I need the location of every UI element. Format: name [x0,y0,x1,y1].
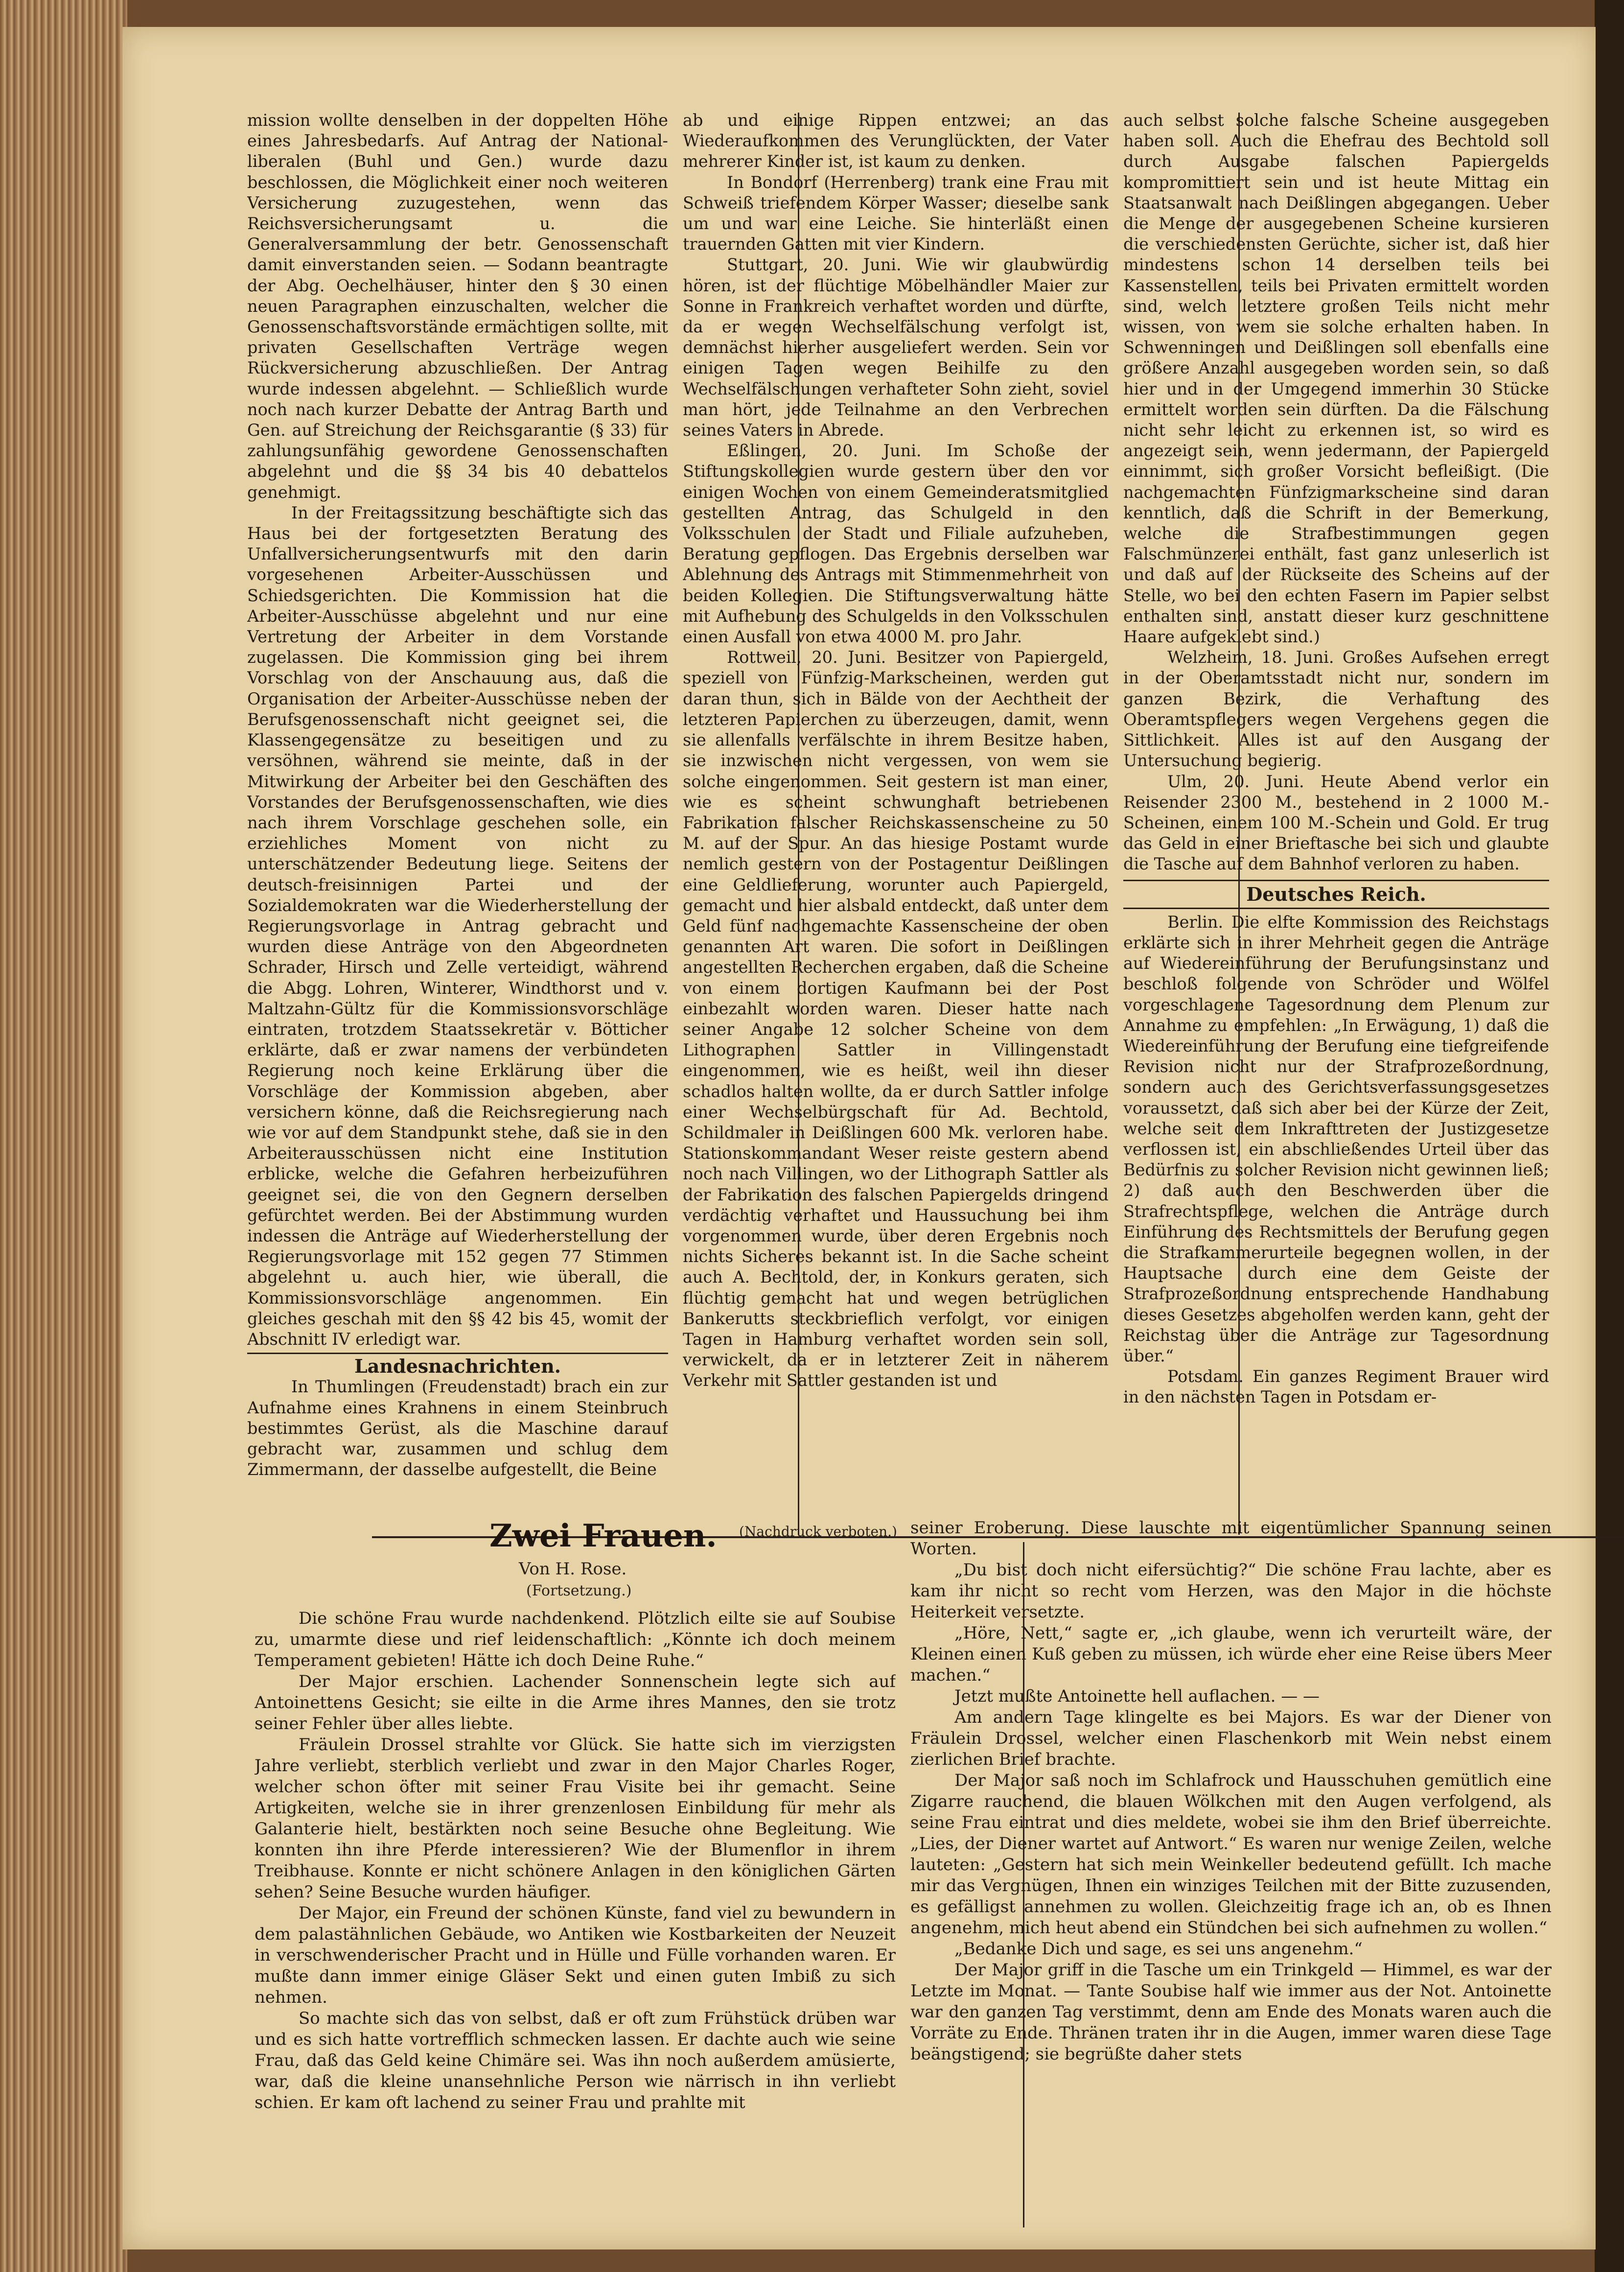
section-rule [247,1353,668,1354]
feuilleton-continued-note: (Fortsetzung.) [526,1582,632,1599]
story-paragraph: „Bedanke Dich und sage, es sei uns angenehm.“ [954,1939,1363,1959]
story-paragraph: Der Major griff in die Tasche um ein Trinkgeld — Himmel, es war der Letzte im Monat. — Tante Soubise half wie immer aus der Not. Antoinette war den ganzen Tag verstimmt, denn am Ende des Monats waren auch die Vorräte zu Ende. Thränen traten ihr in die Augen, immer waren diese Tage beängstigend; sie begrüßte daher stets [910,1960,1552,2064]
feuilleton-copyright-note: (Nachdruck verboten.) [739,1523,897,1540]
story-paragraph: „Du bist doch nicht eifersüchtig?“ Die schöne Frau lachte, aber es kam ihr nicht so recht vom Herzen, was den Major in die höchste Heiterkeit versetzte. [910,1560,1552,1622]
story-paragraph: „Höre, Nett,“ sagte er, „ich glaube, wenn ich verurteilt wäre, der Kleinen einen Kuß geben zu müssen, ich würde eher eine Reise übers Meer machen.“ [910,1623,1552,1685]
article-paragraph: mission wollte denselben in der doppelten Höhe eines Jahresbedarfs. Auf Antrag der National-liberalen (Buhl und Gen.) wurde dazu beschlossen, die Möglichkeit einer noch weiteren Versicherung zuzugestehen, wenn das Reichsversicherungsamt u. die Generalversammlung der betr. Genossenschaft damit einverstanden seien. — Sodann beantragte der Abg. Oechelhäuser, hinter den § 30 einen neuen Paragraphen einzuschalten, welcher die Genossenschaftsvorstände ermächtigen sollte, mit privaten Gesellschaften Verträge wegen Rückversicherung abzuschließen. Der Antrag wurde indessen abgelehnt. — Schließlich wurde noch nach kurzer Debatte der Antrag Barth und Gen. auf Streichung der Reichsgarantie (§ 33) für zahlungsunfähig gewordene Genossenschaften abgelehnt und die §§ 34 bis 40 debattelos genehmigt. [247,111,668,502]
article-paragraph: Potsdam. Ein ganzes Regiment Brauer wird in den nächsten Tagen in Potsdam er- [1123,1367,1549,1407]
feuilleton-column-1 [255,1608,896,2208]
section-rule [1123,908,1549,909]
article-paragraph: Ulm, 20. Juni. Heute Abend verlor ein Reisender 2300 M., bestehend in 2 1000 M.-Scheinen, einem 100 M.-Schein und Gold. Er trug das Geld in einer Brieftasche bei sich und glaubte die Tasche auf dem Bahnhof verloren zu haben. [1123,772,1549,874]
column-3 [1123,110,1549,1505]
column-1 [247,110,668,1505]
story-paragraph: Der Major, ein Freund der schönen Künste, fand viel zu bewundern in dem palastähnlichen Gebäude, wo Antiken wie Kostbarkeiten der Neuzeit in verschwenderischer Pracht und in Hülle und Fülle vorhanden waren. Er mußte dann immer einige Gläser Sekt und einen guten Imbiß zu sich nehmen. [255,1903,896,2007]
story-paragraph: Der Major saß noch im Schlafrock und Hausschuhen gemütlich eine Zigarre rauchend, die blauen Wölkchen mit den Augen verfolgend, als seine Frau eintrat und dies meldete, wobei sie ihm den Brief überreichte. „Lies, der Diener wartet auf Antwort.“ Es waren nur wenige Zeilen, welche lauteten: „Gestern hat sich mein Weinkeller bedeutend gefüllt. Ich mache mir das Vergnügen, Ihnen ein winziges Teilchen mit der Bitte zuzusenden, es gefälligst annehmen zu wollen. Gleichzeitig frage ich an, ob es Ihnen angenehm, mich heut abend ein Stündchen bei sich aufnehmen zu wollen.“ [910,1771,1552,1938]
article-paragraph: In der Freitagssitzung beschäftigte sich das Haus bei der fortgesetzten Beratung des Unfallversicherungsentwurfs mit den darin vorgesehenen Arbeiter-Ausschüssen und Schiedsgerichten. Die Kommission hat die Arbeiter-Ausschüsse abgelehnt und nur eine Vertretung der Arbeiter in dem Vorstande zugelassen. Die Kommission ging bei ihrem Vorschlag von der Anschauung aus, daß die Organisation der Arbeiter-Ausschüsse neben der Berufsgenossenschaft nicht geeignet sei, die Klassengegensätze zu beseitigen und zu versöhnen, während sie meinte, daß in der Mitwirkung der Arbeiter bei den Geschäften des Vorstandes der Berufsgenossenschaften, wie dies nach ihrem Vorschlage geschehen solle, ein erziehliches Moment von nicht zu unterschätzender Bedeutung liege. Seitens der deutsch-freisinnigen Partei und der Sozialdemokraten war die Wiederherstellung der Regierungsvorlage in Antrag gebracht und wurden diese Anträge von den Abgeordneten Schrader, Hirsch und Zelle verteidigt, während die Abgg. Lohren, Winterer, Windthorst und v. Maltzahn-Gültz für die Kommissionsvorschläge eintraten, trotzdem Staatssekretär v. Bötticher erklärte, daß er zwar namens der verbündeten Regierung noch keine Erklärung über die Vorschläge der Kommission abgeben, aber versichern könne, daß die Reichsregierung nach wie vor auf dem Standpunkt stehe, daß sie in den Arbeiterausschüssen nicht eine Institution erblicke, welche die Gefahren herbeizuführen geeignet sei, die von den Gegnern derselben gefürchtet werden. Bei der Abstimmung wurden indessen die Anträge auf Wiederherstellung der Regierungsvorlage mit 152 gegen 77 Stimmen abgelehnt u. auch hier, wie überall, die Kommissionsvorschläge angenommen. Ein gleiches geschah mit den §§ 42 bis 45, womit der Abschnitt IV erledigt war. [247,503,668,1349]
story-paragraph: Jetzt mußte Antoinette hell auflachen. — — [954,1686,1320,1706]
article-paragraph: auch selbst solche falsche Scheine ausgegeben haben soll. Auch die Ehefrau des Bechtold soll durch Ausgabe falschen Papiergelds kompromittiert sein und ist heute Mittag ein Staatsanwalt nach Deißlingen abgegangen. Ueber die Menge der ausgegebenen Scheine kursieren die verschiedensten Gerüchte, sicher ist, daß hier mindestens schon 14 derselben teils bei Kassenstellen, teils bei Privaten ermittelt worden sind, welch letztere großen Teils nicht mehr wissen, von wem sie solche erhalten haben. In Schwenningen und Deißlingen soll ebenfalls eine größere Anzahl ausgegeben worden sein, so daß hier und in der Umgegend immerhin 30 Stücke ermittelt worden sein dürften. Da die Fälschung nicht sehr leicht zu erkennen ist, so wird es angezeigt sein, wenn jedermann, der Papiergeld einnimmt, sich großer Vorsicht befleißigt. (Die nachgemachten Fünfzigmarkscheine sind daran kenntlich, daß die Schrift in der Bemerkung, welche die Strafbestimmungen gegen Falschmünzerei enthält, fast ganz unleserlich ist und daß auf der Rückseite des Scheins auf der Stelle, wo bei den echten Fasern im Papier selbst enthalten sind, anstatt dieser kurz geschnittene Haare aufgeklebt sind.) [1123,111,1549,647]
section-heading-deutsches-reich: Deutsches Reich. [1246,883,1426,905]
section-heading-landesnachrichten: Landesnachrichten. [354,1355,561,1378]
story-paragraph: Der Major erschien. Lachender Sonnenschein legte sich auf Antoinettens Gesicht; sie eilte in die Arme ihres Mannes, den sie trotz seiner Fehler über alles liebte. [255,1672,896,1733]
article-paragraph: In Bondorf (Herrenberg) trank eine Frau mit Schweiß triefendem Körper Wasser; dieselbe sank um und war eine Leiche. Sie hinterläßt einen trauernden Gatten mit vier Kindern. [683,172,1109,254]
feuilleton-title: Zwei Frauen. [489,1518,717,1554]
book-binding-edge [0,0,127,2272]
article-paragraph: In Thumlingen (Freudenstadt) brach ein zur Aufnahme eines Krahnens in einem Steinbruch bestimmtes Gerüst, als die Maschine darauf gebracht war, zusammen und schlug dem Zimmermann, der dasselbe aufgestellt, die Beine [247,1377,668,1479]
article-paragraph: Rottweil, 20. Juni. Besitzer von Papiergeld, speziell von Fünfzig-Markscheinen, werden gut daran thun, sich in Bälde von der Aechtheit der letzteren Papierchen zu überzeugen, damit, wenn sie allenfalls verfälschte in ihrem Besitze haben, sie inzwischen nicht vergessen, von wem sie solche eingenommen. Seit gestern ist man einer, wie es scheint schwunghaft betriebenen Fabrikation falscher Reichskassenscheine zu 50 M. auf der Spur. An das hiesige Postamt wurde nemlich gestern von der Postagentur Deißlingen eine Geldlieferung, worunter auch Papiergeld, gemacht und hier alsbald entdeckt, daß unter dem Geld fünf nachgemachte Kassenscheine der oben genannten Art waren. Die sofort in Deißlingen angestellten Recherchen ergaben, daß die Scheine von einem dortigen Kaufmann bei der Post einbezahlt worden waren. Dieser hatte nach seiner Angabe 12 solcher Scheine von dem Lithographen Sattler in Villingenstadt eingenommen, wie es heißt, weil ihn dieser schadlos halten wollte, da er durch Sattler infolge einer Wechselbürgschaft für Ad. Bechtold, Schildmaler in Deißlingen 600 Mk. verloren habe. Stationskommandant Weser reiste gestern abend noch nach Villingen, wo der Lithograph Sattler als der Fabrikation des falschen Papiergelds dringend verdächtig verhaftet und Haussuchung bei ihm vorgenommen wurde, über deren Ergebnis noch nichts Sicheres bekannt ist. In die Sache scheint auch A. Bechtold, der, in Konkurs geraten, sich flüchtig gemacht hat und wegen betrüglichen Bankerutts steckbrieflich verfolgt, vor einigen Tagen in Hamburg verhaftet worden sein soll, verwickelt, da er in letzterer Zeit in näherem Verkehr mit Sattler gestanden ist und [683,648,1109,1390]
story-paragraph: seiner Eroberung. Diese lauschte mit eigentümlicher Spannung seinen Worten. [910,1518,1552,1559]
article-paragraph: ab und einige Rippen entzwei; an das Wiederaufkommen des Verunglückten, der Vater mehrerer Kinder ist, ist kaum zu denken. [683,111,1109,171]
story-paragraph: Fräulein Drossel strahlte vor Glück. Sie hatte sich im vierzigsten Jahre verliebt, sterblich verliebt und zwar in den Major Charles Roger, welcher schon öfter mit seiner Frau Visite bei ihr gemacht. Seine Artigkeiten, welche sie in ihrer grenzenlosen Einbildung für mehr als Galanterie hielt, bestärkten noch seine Besuche ohne Begleitung. Wie konnten ihn ihre Pferde interessieren? Wie der Blumenflor in ihrem Treibhause. Konnte er nicht schönere Anlagen in den königlichen Gärten sehen? Seine Besuche wurden häufiger. [255,1735,896,1902]
story-paragraph: So machte sich das von selbst, daß er oft zum Frühstück drüben war und es sich hatte vortrefflich schmecken lassen. Er dachte auch wie seine Frau, daß das Geld keine Chimäre sei. Was ihn noch außerdem amüsierte, war, daß die kleine unansehnliche Person wie närrisch in ihn verliebt schien. Er kam oft lachend zu seiner Frau und prahlte mit [255,2009,896,2112]
feuilleton-column-2 [910,1518,1552,2208]
article-paragraph: Berlin. Die elfte Kommission des Reichstags erklärte sich in ihrer Mehrheit gegen die Anträge auf Wiedereinführung der Berufungsinstanz und beschloß folgende von Schröder und Wölfel vorgeschlagene Tagesordnung dem Plenum zur Annahme zu empfehlen: „In Erwägung, 1) daß die Wiedereinführung der Berufung eine tiefgreifende Revision nicht nur der Strafprozeßordnung, sondern auch des Gerichtsverfassungsgesetzes voraussetzt, daß sich aber bei der Kürze der Zeit, welche seit dem Inkrafttreten der Justizgesetze verflossen ist, ein abschließendes Urteil über das Bedürfnis zu solcher Revision nicht gewinnen ließ; 2) daß auch den Beschwerden über die Strafrechtspflege, welchen die Anträge durch Einführung des Rechtsmittels der Berufung gegen die Strafkammerurteile begegnen wollen, in der Hauptsache durch eine dem Geiste der Strafprozeßordnung entsprechende Handhabung dieses Gesetzes abgeholfen werden kann, geht der Reichstag über die Anträge zur Tagesordnung über.“ [1123,912,1549,1365]
article-paragraph: Eßlingen, 20. Juni. Im Schoße der Stiftungskollegien wurde gestern über den vor einigen Wochen von einem Gemeinderatsmitglied gestellten Antrag, das Schulgeld in den Volksschulen der Stadt und Filiale aufzuheben, Beratung gepflogen. Das Ergebnis derselben war Ablehnung des Antrags mit Stimmenmehrheit von beiden Kollegien. Die Stiftungsverwaltung hätte mit Aufhebung des Schulgelds in den Volksschulen einen Ausfall von etwa 4000 M. pro Jahr. [683,441,1109,647]
story-paragraph: Am andern Tage klingelte es bei Majors. Es war der Diener von Fräulein Drossel, welcher einen Flaschenkorb mit Wein nebst einem zierlichen Brief brachte. [910,1708,1552,1769]
article-paragraph: Stuttgart, 20. Juni. Wie wir glaubwürdig hören, ist der flüchtige Möbelhändler Maier zur Sonne in Frankreich verhaftet worden und dürfte, da er wegen Wechselfälschung verfolgt ist, demnächst hierher ausgeliefert werden. Sein vor einigen Tagen wegen Beihilfe zu den Wechselfälschungen verhafteter Sohn zieht, soviel man hört, jede Teilnahme an den Verbrechen seines Vaters in Abrede. [683,255,1109,440]
column-2 [683,110,1109,1505]
story-paragraph: Die schöne Frau wurde nachdenkend. Plötzlich eilte sie auf Soubise zu, umarmte diese und rief leidenschaftlich: „Könnte ich doch meinem Temperament gebieten! Hätte ich doch Deine Ruhe.“ [255,1609,896,1670]
article-paragraph: Welzheim, 18. Juni. Großes Aufsehen erregt in der Oberamtsstadt nicht nur, sondern im ganzen Bezirk, die Verhaftung des Oberamtspflegers wegen Vergehens gegen die Sittlichkeit. Alles ist auf den Ausgang der Untersuchung begierig. [1123,648,1549,771]
adjacent-page-edge [1595,0,1624,2272]
section-rule [1123,880,1549,881]
feuilleton-author: Von H. Rose. [519,1559,627,1579]
